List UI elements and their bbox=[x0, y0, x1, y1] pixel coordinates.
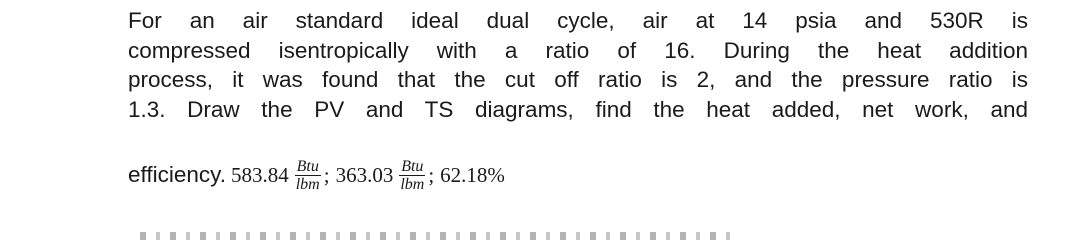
problem-line-3: process, it was found that the cut off ratio is 2, and the pressure ratio is bbox=[128, 67, 1028, 92]
heat-added-value: 583.84 bbox=[230, 162, 289, 187]
problem-line-2: compressed isentropically with a ratio of 16. During the heat addition bbox=[128, 37, 1028, 63]
problem-line-1: For an air standard ideal dual cycle, air at 14 psia and 530R is bbox=[128, 8, 1028, 33]
answer-separator: ; bbox=[323, 162, 330, 187]
unit-numerator: Btu bbox=[296, 157, 319, 175]
answer-lead-text: efficiency. bbox=[128, 162, 226, 187]
unit-numerator: Btu bbox=[401, 157, 424, 175]
efficiency-value: 62.18% bbox=[440, 162, 505, 187]
answer-separator: ; bbox=[428, 162, 435, 187]
answer-line bbox=[128, 145, 507, 205]
unit-denominator: lbm bbox=[400, 175, 425, 193]
problem-line-4: 1.3. Draw the PV and TS diagrams, find the heat added, net work, and bbox=[128, 96, 1028, 122]
unit-denominator: lbm bbox=[295, 175, 320, 193]
problem-statement bbox=[128, 6, 1028, 124]
cut-off-next-line bbox=[140, 232, 740, 240]
net-work-value: 363.03 bbox=[335, 162, 394, 187]
net-work-unit bbox=[398, 158, 426, 193]
heat-added-unit bbox=[294, 158, 322, 193]
